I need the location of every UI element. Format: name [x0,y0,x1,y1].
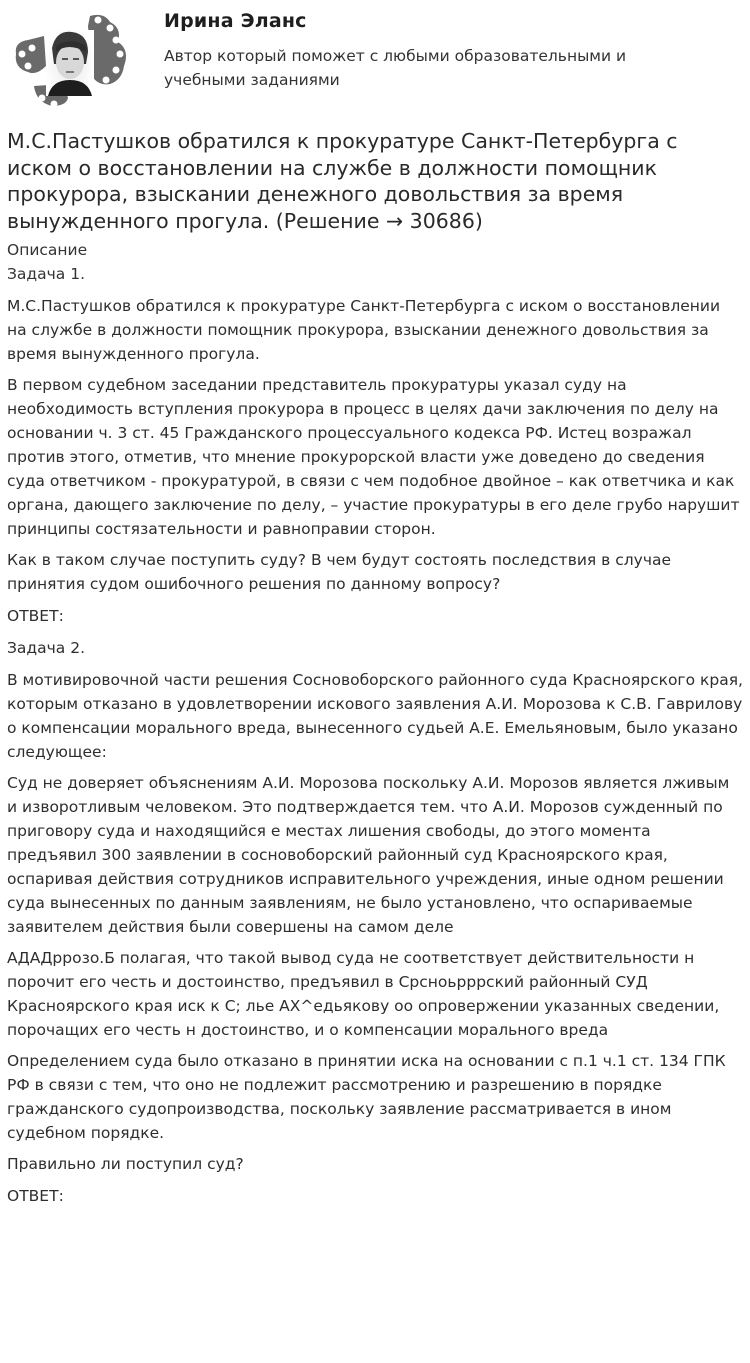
task2-answer-label: ОТВЕТ: [7,1187,64,1205]
task1-question: Как в таком случае поступить суду? В чем будут состоять последствия в случае принятия судом ошибочного решения по данному вопросу? [7,551,672,593]
author-name: Ирина Эланс [164,10,307,32]
author-card [0,0,750,118]
task2-heading: Задача 2. [7,639,86,657]
article-content [7,128,743,1215]
task1-heading: Задача 1. [7,265,86,283]
task2-paragraph: Определением суда было отказано в принятии иска на основании с п.1 ч.1 ст. 134 ГПК РФ в связи с тем, что оно не подлежит рассмотрению и разрешению в порядке гражданского судопроизводства, поскольку заявление рассматривается в ином судебном порядке. [7,1052,726,1142]
author-description: Автор который поможет с любыми образовательными и учебными заданиями [164,47,627,89]
author-avatar [6,6,136,112]
task1-paragraph: М.С.Пастушков обратился к прокуратуре Санкт-Петербурга с иском о восстановлении на службе в должности помощник прокурора, взыскании денежного довольствия за время вынужденного прогула. [7,297,721,363]
task2-paragraph: АДАДррозо.Б полагая, что такой вывод суда не соответствует действительности н порочит его честь и достоинство, предъявил в Срсноьрррский районный СУД Красноярского края иск к С; лье АХ^едьякову оо опровержении указанных сведении, порочащих его честь н достоинство, и о компенсации морального вреда [7,949,720,1039]
task1-paragraph: В первом судебном заседании представитель прокуратуры указал суду на необходимость вступления прокурора в процесс в целях дачи заключения по делу на основании ч. 3 ст. 45 Гражданского процессуального кодекса РФ. Истец возражал против этого, отметив, что мнение прокурорской власти уже доведено до сведения суда ответчиком - прокуратурой, в связи с чем подобное двойное – как ответчика и как органа, дающего заключение по делу, – участие прокуратуры в его деле грубо нарушит принципы состязательности и равноправии сторон. [7,376,740,538]
task1-answer-label: ОТВЕТ: [7,607,64,625]
task2-paragraph: Суд не доверяет объяснениям А.И. Морозова поскольку А.И. Морозов является лживым и изворотливым человеком. Это подтверждается тем. что А.И. Морозов сужденный по приговору суда и находящийся е местах лишения свободы, до этого момента предъявил 300 заявлении в сосновоборский районный суд Красноярского края, оспаривая действия сотрудников исправительного учреждения, иные одном решении суда вынесенных по данным заявлениям, не было установлено, что оспариваемые заявителем действия были совершены на самом деле [7,774,730,936]
task2-paragraph: В мотивировочной части решения Сосновоборского районного суда Красноярского края, которым отказано в удовлетворении искового заявления А.И. Морозова к С.В. Гаврилову о компенсации морального вреда, вынесенного судьей А.Е. Емельяновым, было указано следующее: [7,671,743,761]
article-title: М.С.Пастушков обратился к прокуратуре Санкт-Петербурга с иском о восстановлении на службе в должности помощник прокурора, взыскании денежного довольствия за время вынужденного прогула. (Решение → 30686) [7,129,678,233]
task2-question: Правильно ли поступил суд? [7,1155,244,1173]
author-photo-avatar-icon [6,6,136,112]
description-label: Описание [7,241,88,259]
